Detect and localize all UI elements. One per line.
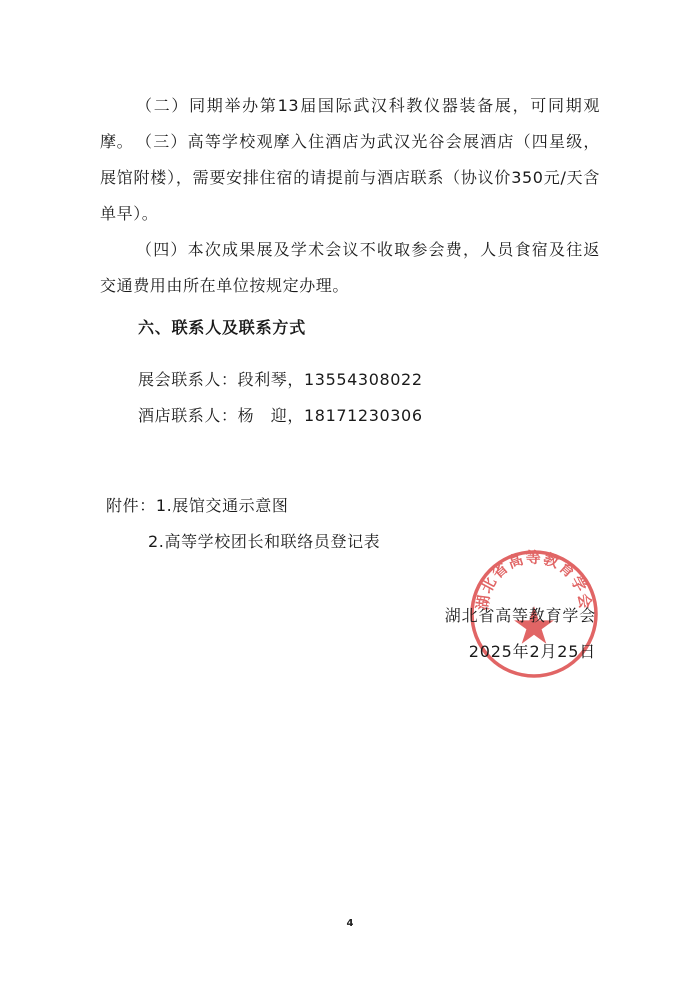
paragraph-fees: （四）本次成果展及学术会议不收取参会费，人员食宿及往返交通费用由所在单位按规定办理。 [100, 240, 600, 295]
contact-hotel: 酒店联系人：杨 迎，18171230306 [138, 406, 423, 425]
contact-name: 段利琴 [237, 370, 288, 389]
signature-date: 2025年2月25日 [468, 642, 596, 661]
section-heading-contacts: 六、联系人及联系方式 [138, 318, 307, 337]
page-number: 4 [346, 918, 354, 929]
paragraph-hotel: （三）高等学校观摩入住酒店为武汉光谷会展酒店（四星级，展馆附楼），需要安排住宿的请提前与酒店联系（协议价350元/天含单早）。 [100, 132, 600, 223]
attachment-line-2 [148, 524, 380, 560]
contact-phone: 18171230306 [304, 406, 423, 425]
attachment-prefix: 附件： [106, 496, 156, 515]
contact-phone: 13554308022 [304, 370, 423, 389]
contact-label: 展会联系人： [138, 370, 238, 389]
attachment-line-1 [106, 488, 288, 524]
attachment-item: 1.展馆交通示意图 [155, 496, 289, 515]
contact-expo: 展会联系人：段利琴，13554308022 [138, 370, 423, 389]
paragraph-concurrent-expo: （二）同期举办第13届国际武汉科教仪器装备展，可同期观摩。 [100, 96, 600, 151]
contact-name: 杨 迎 [237, 406, 288, 425]
seal-text: 湖北省高等教育学会 [473, 548, 595, 612]
contact-label: 酒店联系人： [138, 406, 238, 425]
attachment-item: 2.高等学校团长和联络员登记表 [148, 532, 381, 551]
signature-organization: 湖北省高等教育学会 [444, 606, 596, 625]
